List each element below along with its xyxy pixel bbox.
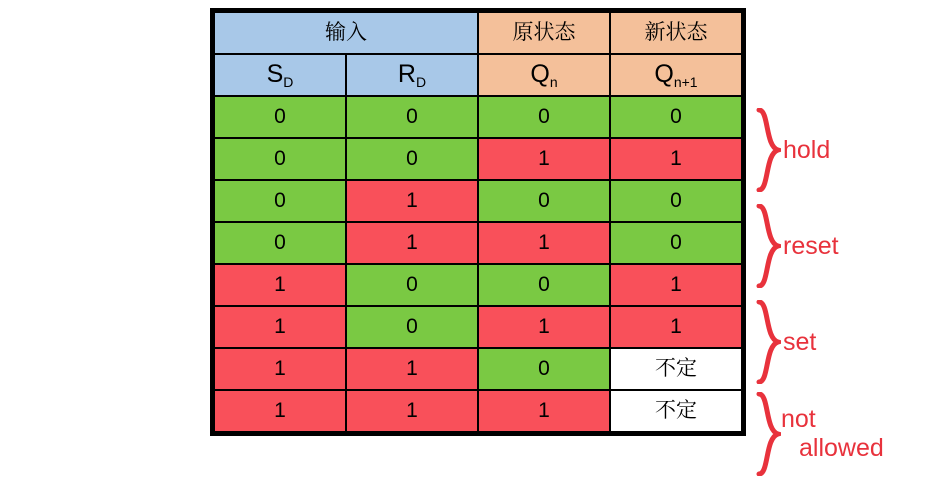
cell-rd: 0 [347,97,477,137]
cell-qn1: 不定 [611,349,741,389]
cell-rd: 0 [347,139,477,179]
cell-sd: 0 [215,181,345,221]
column-header-rd-sub: D [415,74,427,91]
column-header-qn-base: Q [530,60,550,89]
table-row [215,349,741,389]
cell-sd: 1 [215,265,345,305]
column-header-sd [215,55,345,95]
curly-brace-icon [755,300,781,384]
column-header-qn1-sub: n+1 [673,74,698,91]
cell-qn1: 1 [611,307,741,347]
cell-sd: 1 [215,391,345,431]
cell-qn1: 1 [611,265,741,305]
cell-rd: 1 [347,349,477,389]
cell-qn: 1 [479,307,609,347]
sr-latch-truth-table [210,8,746,436]
cell-qn: 0 [479,181,609,221]
annotation-reset-label: reset [783,231,839,260]
column-header-qn1-base: Q [654,60,674,89]
annotation-not-allowed [755,392,884,476]
cell-qn1: 0 [611,223,741,263]
curly-brace-icon [755,108,781,192]
column-header-qn-sub: n [549,74,558,91]
cell-qn1: 0 [611,97,741,137]
cell-qn: 0 [479,349,609,389]
annotation-not-allowed-label [781,405,884,463]
annotation-not-allowed-line1: not [781,405,816,434]
cell-rd: 1 [347,223,477,263]
column-header-sd-sub: D [283,74,294,91]
cell-rd: 0 [347,307,477,347]
annotation-reset [755,204,839,288]
table-column-header-row [215,55,741,95]
annotation-set-label: set [783,327,817,356]
table-row [215,307,741,347]
cell-sd: 1 [215,307,345,347]
annotation-set [755,300,816,384]
annotation-hold [755,108,830,192]
table-row [215,181,741,221]
table-row [215,391,741,431]
cell-sd: 0 [215,139,345,179]
column-header-rd [347,55,477,95]
header-inputs: 输入 [215,13,477,53]
cell-sd: 0 [215,223,345,263]
cell-qn: 1 [479,139,609,179]
cell-qn: 0 [479,265,609,305]
table-header-group-row [215,13,741,53]
cell-qn1: 0 [611,181,741,221]
cell-qn1: 不定 [611,391,741,431]
cell-rd: 1 [347,181,477,221]
column-header-rd-base: R [397,60,416,89]
table-row [215,139,741,179]
annotation-hold-label: hold [783,135,831,164]
table-row [215,97,741,137]
header-old-state: 原状态 [479,13,609,53]
cell-rd: 1 [347,391,477,431]
annotation-not-allowed-line2: allowed [799,434,884,462]
cell-qn: 1 [479,391,609,431]
header-new-state: 新状态 [611,13,741,53]
curly-brace-icon [755,392,781,476]
cell-sd: 1 [215,349,345,389]
curly-brace-icon [755,204,781,288]
cell-qn1: 1 [611,139,741,179]
cell-qn: 0 [479,97,609,137]
table-row [215,265,741,305]
column-header-qn1 [611,55,741,95]
cell-rd: 0 [347,265,477,305]
table-row [215,223,741,263]
column-header-qn [479,55,609,95]
column-header-sd-base: S [266,60,284,89]
cell-sd: 0 [215,97,345,137]
cell-qn: 1 [479,223,609,263]
